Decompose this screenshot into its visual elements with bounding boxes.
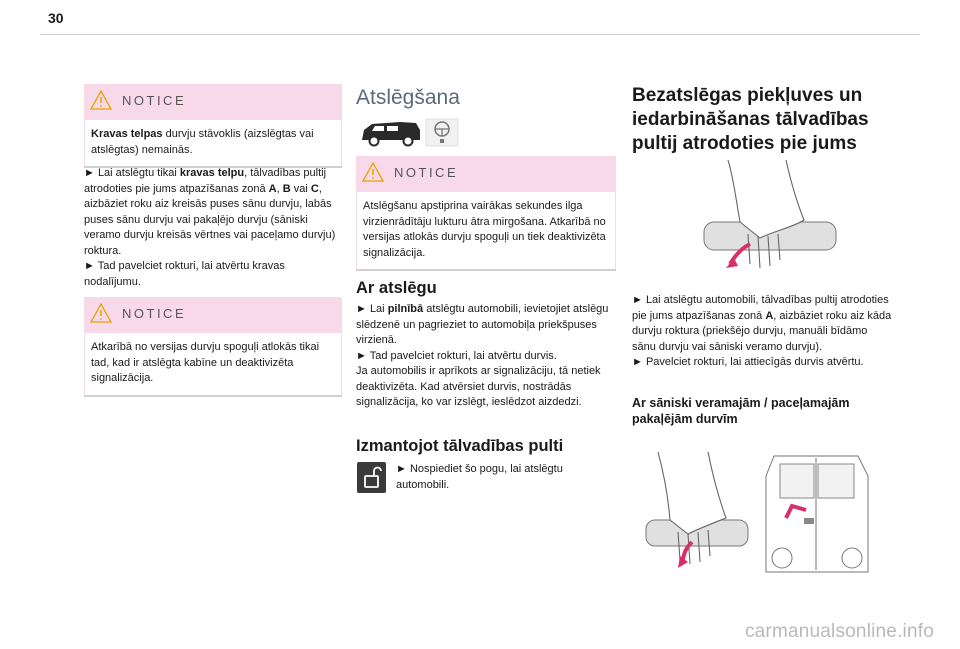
van-rear-doors-illustration — [760, 450, 872, 580]
notice-body: Atkarībā no versijas durvju spoguļi atlokās tikai tad, kad ir atslēgta kabīne un deaktivizēta signalizācija. — [84, 333, 342, 395]
step-text: ► Pavelciet rokturi, lai attiecīgās durvis atvērtu. — [632, 356, 864, 368]
warning-icon — [90, 303, 112, 323]
notice-box-cargo — [84, 84, 342, 168]
text-run: , — [276, 182, 280, 195]
step-text: ► Tad pavelciet rokturi, lai atvērtu durvis. — [356, 349, 557, 362]
zone-label: B — [282, 182, 291, 195]
notice-header — [84, 84, 342, 120]
text-run: ► Lai atslēgtu automobili, tālvadības pultij atrodoties pie jums atpazīšanas zonā — [632, 294, 889, 322]
notice-title: NOTICE — [122, 93, 187, 108]
heading-with-key: Ar atslēgu — [356, 279, 437, 297]
notice-box-unlock-confirm — [356, 156, 616, 271]
warning-icon — [90, 90, 112, 110]
keyless-unlock-instructions — [632, 293, 894, 371]
notice-body — [84, 120, 342, 166]
text-run: , tālvadības pultij atrodoties pie jums atpazīšanas zonā — [84, 167, 327, 195]
notice-lead: Kravas telpas — [91, 128, 163, 140]
step-text: ► Tad pavelciet rokturi, lai atvērtu kravas nodalījumu. — [84, 260, 285, 288]
section-title-keyless: Bezatslēgas piekļuves un iedarbināšanas tālvadības pultij atrodoties pie jums — [632, 85, 869, 154]
notice-header — [84, 297, 342, 333]
notice-title: NOTICE — [394, 165, 459, 180]
text-run: atslēgtu automobili, ievietojiet atslēgu slēdzenē un pagrieziet to automobiļa priekšpuses virzienā. — [356, 303, 609, 346]
warning-icon — [362, 162, 384, 182]
notice-body: Atslēgšanu apstiprina vairākas sekundes ilga virzienrādītāju lukturu ātra mirgošana. Atkarībā no versijas atlokās durvju spoguļi un tiek deaktivizēta signalizācija. — [356, 192, 616, 269]
text-run: vai — [290, 182, 311, 195]
header-rule — [40, 34, 920, 35]
hand-on-rear-handle-illustration — [642, 452, 752, 570]
hand-on-door-handle-illustration — [700, 160, 840, 275]
text-run: ► Lai atslēgtu tikai — [84, 167, 180, 179]
subheading-rear-doors: Ar sāniski veramajām / paceļamajām pakaļējām durvīm — [632, 396, 850, 426]
notice-box-mirrors — [84, 297, 342, 397]
heading-using-remote: Izmantojot tālvadības pulti — [356, 437, 564, 455]
zone-label: C — [310, 182, 319, 195]
page-number: 30 — [48, 10, 64, 26]
cargo-unlock-instructions — [84, 166, 342, 290]
van-and-steering-icon — [360, 116, 462, 148]
bold-run: kravas telpu — [179, 167, 245, 179]
remote-unlock-text: ► Nospiediet šo pogu, lai atslēgtu automobili. — [396, 463, 563, 491]
unlock-button-icon — [357, 462, 386, 493]
notice-header — [356, 156, 616, 192]
section-title-unlocking: Atslēgšana — [356, 86, 460, 109]
zone-label: A — [765, 309, 774, 322]
text-run: , aizbāziet roku aiz kreisās puses sānu durvju, labās puses sānu durvju vai pakaļējo durvju (sāniski veramo durvju kreisās vērtnes vai paceļamo durvju) roktura. — [84, 182, 336, 257]
notice-title: NOTICE — [122, 306, 187, 321]
zone-label: A — [268, 182, 277, 195]
key-unlock-instructions — [356, 302, 616, 411]
notice-text: durvju stāvoklis (aizslēgtas vai atslēgtas) nemainās. — [91, 128, 314, 156]
text-run: , aizbāziet roku aiz kāda durvju roktura (priekšējo durvju, manuāli bīdāmo sānu durvju vai sāniski veramo durvju). — [632, 309, 892, 353]
alarm-note: Ja automobilis ir aprīkots ar signalizāciju, tā netiek deaktivizēta. Kad atvērsiet durvis, nostrādās signalizācija, ko var izslēgt, ieslēdzot aizdedzi. — [356, 365, 601, 408]
bold-run: pilnībā — [387, 303, 424, 315]
text-run: ► Lai — [356, 303, 388, 315]
watermark-text: carmanualsonline.info — [744, 621, 934, 642]
